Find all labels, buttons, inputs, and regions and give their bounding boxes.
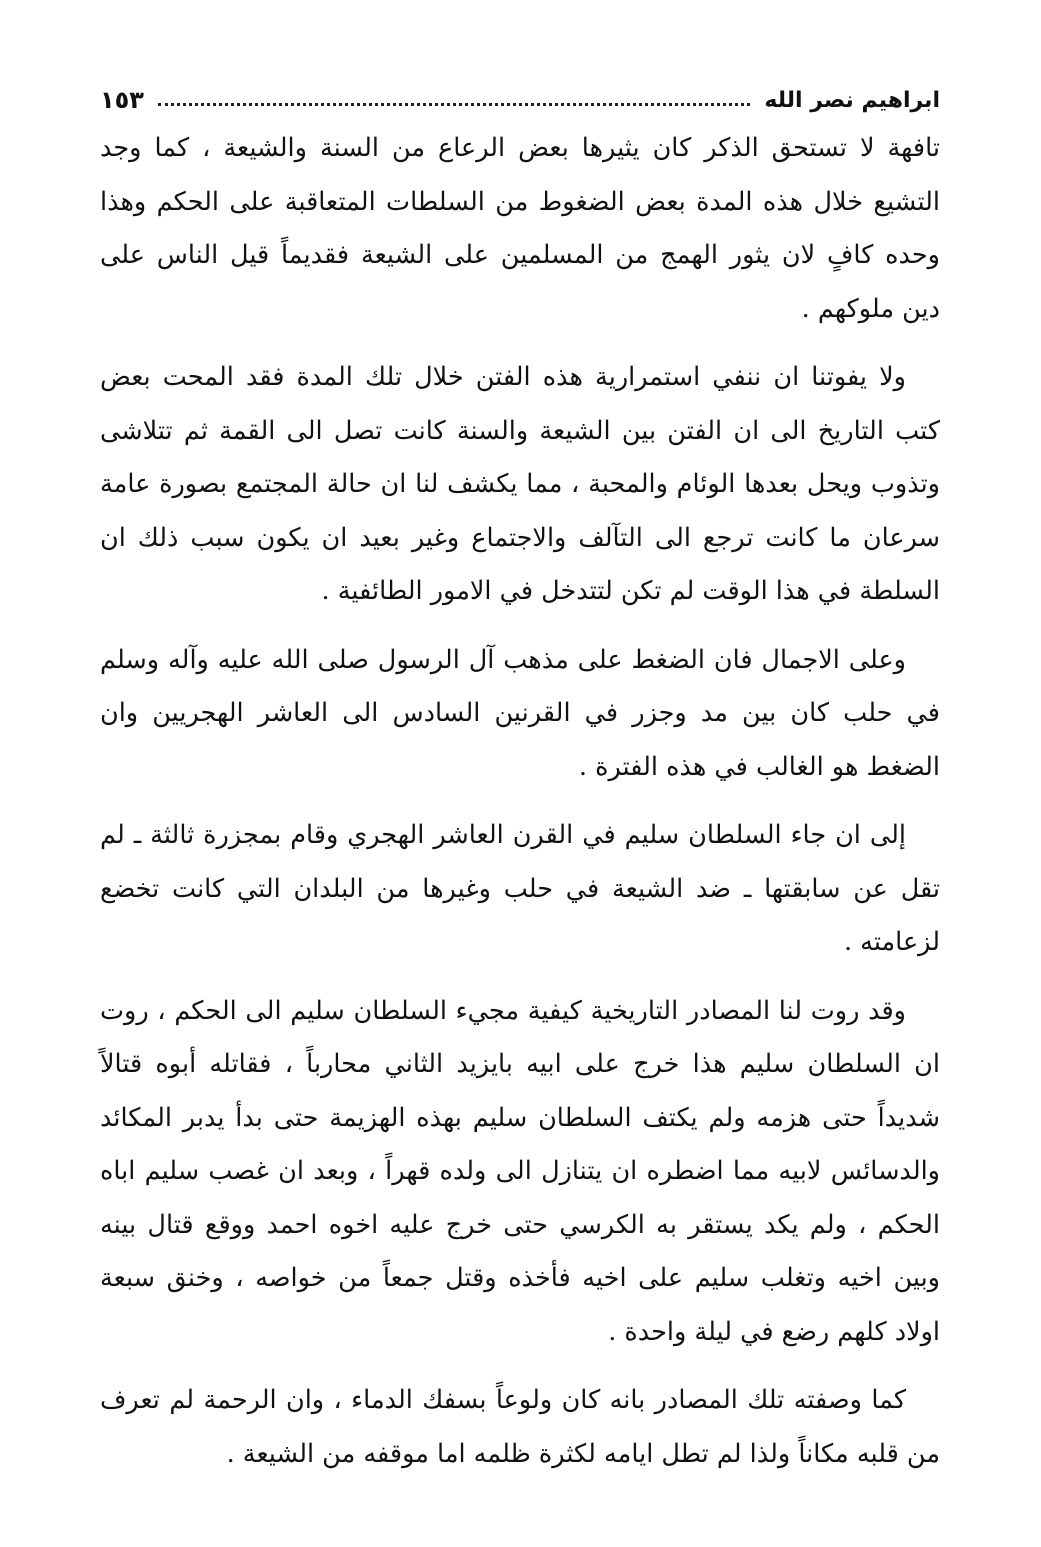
running-title: ابراهيم نصر الله — [764, 87, 940, 113]
book-page — [100, 78, 940, 1518]
page-number: ١٥٣ — [100, 86, 144, 114]
paragraph-text: كما وصفته تلك المصادر بانه كان ولوعاً بسفك الدماء ، وان الرحمة لم تعرف من قلبه مكاناً ولذا لم تطل ايامه لكثرة ظلمه اما موقفه من الشيعة . — [100, 1385, 940, 1469]
page-header — [100, 78, 940, 122]
paragraph — [100, 634, 940, 795]
paragraph — [100, 985, 940, 1360]
paragraph — [100, 1374, 940, 1481]
paragraph — [100, 351, 940, 619]
paragraph-text: إلى ان جاء السلطان سليم في القرن العاشر الهجري وقام بمجزرة ثالثة ـ لم تقل عن سابقتها ـ ضد الشيعة في حلب وغيرها من البلدان التي كانت تخضع لزعامته . — [100, 820, 940, 957]
paragraph — [100, 809, 940, 970]
paragraph-text: ولا يفوتنا ان ننفي استمرارية هذه الفتن خلال تلك المدة فقد المحت بعض كتب التاريخ الى ان الفتن بين الشيعة والسنة كانت تصل الى القمة ثم تتلاشى وتذوب ويحل بعدها الوئام والمحبة ، مما يكشف لنا ان حالة المجتمع بصورة عامة سرعان ما كانت ترجع الى التآلف والاجتماع وغير بعيد ان يكون سبب ذلك ان السلطة في هذا الوقت لم تكن لتتدخل في الامور الطائفية . — [100, 362, 940, 606]
leader-dots — [158, 95, 750, 106]
paragraph-text: وعلى الاجمال فان الضغط على مذهب آل الرسول صلى الله عليه وآله وسلم في حلب كان بين مد وجزر في القرنين السادس الى العاشر الهجريين وان الضغط هو الغالب في هذه الفترة . — [100, 644, 940, 782]
paragraph-text: وقد روت لنا المصادر التاريخية كيفية مجيء السلطان سليم الى الحكم ، روت ان السلطان سليم هذا خرج على ابيه بايزيد الثاني محارباً ، فقاتله أبوه قتالاً شديداً حتى هزمه ولم يكتف السلطان سليم بهذه الهزيمة حتى بدأ يدبر المكائد والدسائس لابيه مما اضطره ان يتنازل الى ولده قهراً ، وبعد ان غصب سليم اباه الحكم ، ولم يكد يستقر به الكرسي حتى خرج عليه اخوه احمد ووقع قتال بينه وبين اخيه وتغلب سليم على اخيه فأخذه وقتل جمعاً من خواصه ، وخنق سبعة اولاد كلهم رضع في ليلة واحدة . — [100, 995, 940, 1347]
paragraph: تافهة لا تستحق الذكر كان يثيرها بعض الرعاع من السنة والشيعة ، كما وجد التشيع خلال هذه المدة بعض الضغوط من السلطات المتعاقبة على الحكم وهذا وحده كافٍ لان يثور الهمج من المسلمين على الشيعة فقديماً قيل الناس على دين ملوكهم . — [100, 133, 940, 324]
